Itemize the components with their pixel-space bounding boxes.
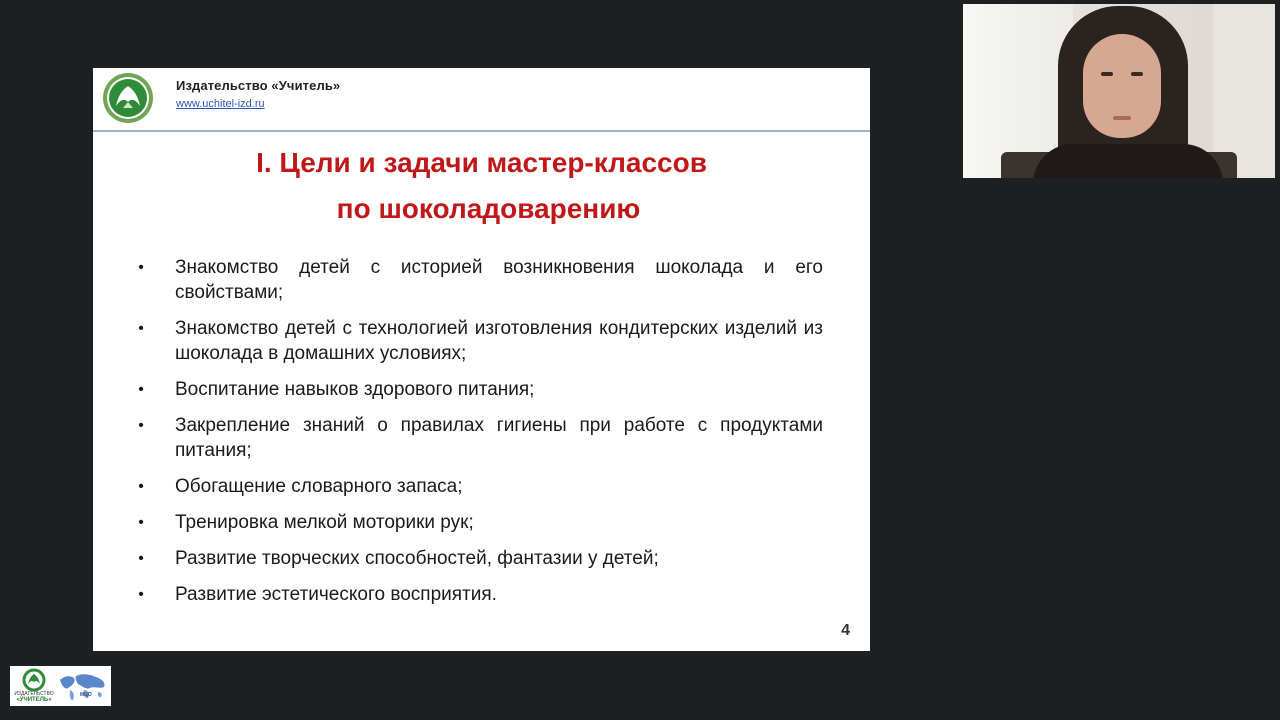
- presenter-eye-right: [1131, 72, 1143, 76]
- bullet-icon: •: [138, 259, 144, 276]
- presentation-slide: [93, 68, 870, 651]
- publisher-logo-icon: [102, 72, 154, 124]
- list-item: [133, 316, 823, 366]
- list-item-text: Закрепление знаний о правилах гигиены при работе с продуктами питания;: [175, 415, 823, 461]
- bullet-icon: •: [138, 417, 144, 434]
- list-item: [133, 546, 823, 571]
- presenter-eye-left: [1101, 72, 1113, 76]
- organizer-badge: [10, 666, 111, 706]
- list-item-text: Воспитание навыков здорового питания;: [175, 379, 535, 400]
- list-item-text: Развитие эстетического восприятия.: [175, 584, 497, 605]
- list-item: [133, 377, 823, 402]
- bullet-icon: •: [138, 478, 144, 495]
- list-item-text: Знакомство детей с технологией изготовления кондитерских изделий из шоколада в домашних условиях;: [175, 318, 823, 364]
- list-item-text: Развитие творческих способностей, фантазии у детей;: [175, 548, 659, 569]
- badge-caption: ИЗДАТЕЛЬСТВО: [14, 691, 54, 697]
- goals-bullet-list: [133, 255, 823, 618]
- slide-title-line-2: по шоколадоварению: [336, 193, 641, 224]
- badge-brand: «УЧИТЕЛЬ»: [16, 697, 52, 703]
- list-item: [133, 255, 823, 305]
- uchitel-small-logo-icon: [22, 668, 46, 692]
- bullet-icon: •: [138, 550, 144, 567]
- list-item: [133, 582, 823, 607]
- list-item: [133, 510, 823, 535]
- publisher-url-link[interactable]: www.uchitel-izd.ru: [176, 98, 265, 110]
- list-item-text: Обогащение словарного запаса;: [175, 476, 463, 497]
- presenter-video-tile[interactable]: [963, 4, 1275, 178]
- publisher-name: Издательство «Учитель»: [176, 78, 341, 93]
- slide-title-line-1: I. Цели и задачи мастер-классов: [256, 147, 707, 178]
- bullet-icon: •: [138, 514, 144, 531]
- bullet-icon: •: [138, 586, 144, 603]
- presenter-body: [1033, 144, 1223, 178]
- bullet-icon: •: [138, 381, 144, 398]
- world-map-icon: [56, 670, 109, 704]
- badge-map-label: МЦО: [80, 692, 92, 698]
- presenter-mouth: [1113, 116, 1131, 120]
- slide-header: [93, 68, 870, 132]
- list-item: [133, 413, 823, 463]
- slide-title: [93, 140, 870, 232]
- slide-page-number: 4: [841, 622, 850, 639]
- list-item-text: Знакомство детей с историей возникновения шоколада и его свойствами;: [175, 257, 823, 303]
- list-item-text: Тренировка мелкой моторики рук;: [175, 512, 474, 533]
- presenter-face: [1083, 34, 1161, 138]
- bullet-icon: •: [138, 320, 144, 337]
- list-item: [133, 474, 823, 499]
